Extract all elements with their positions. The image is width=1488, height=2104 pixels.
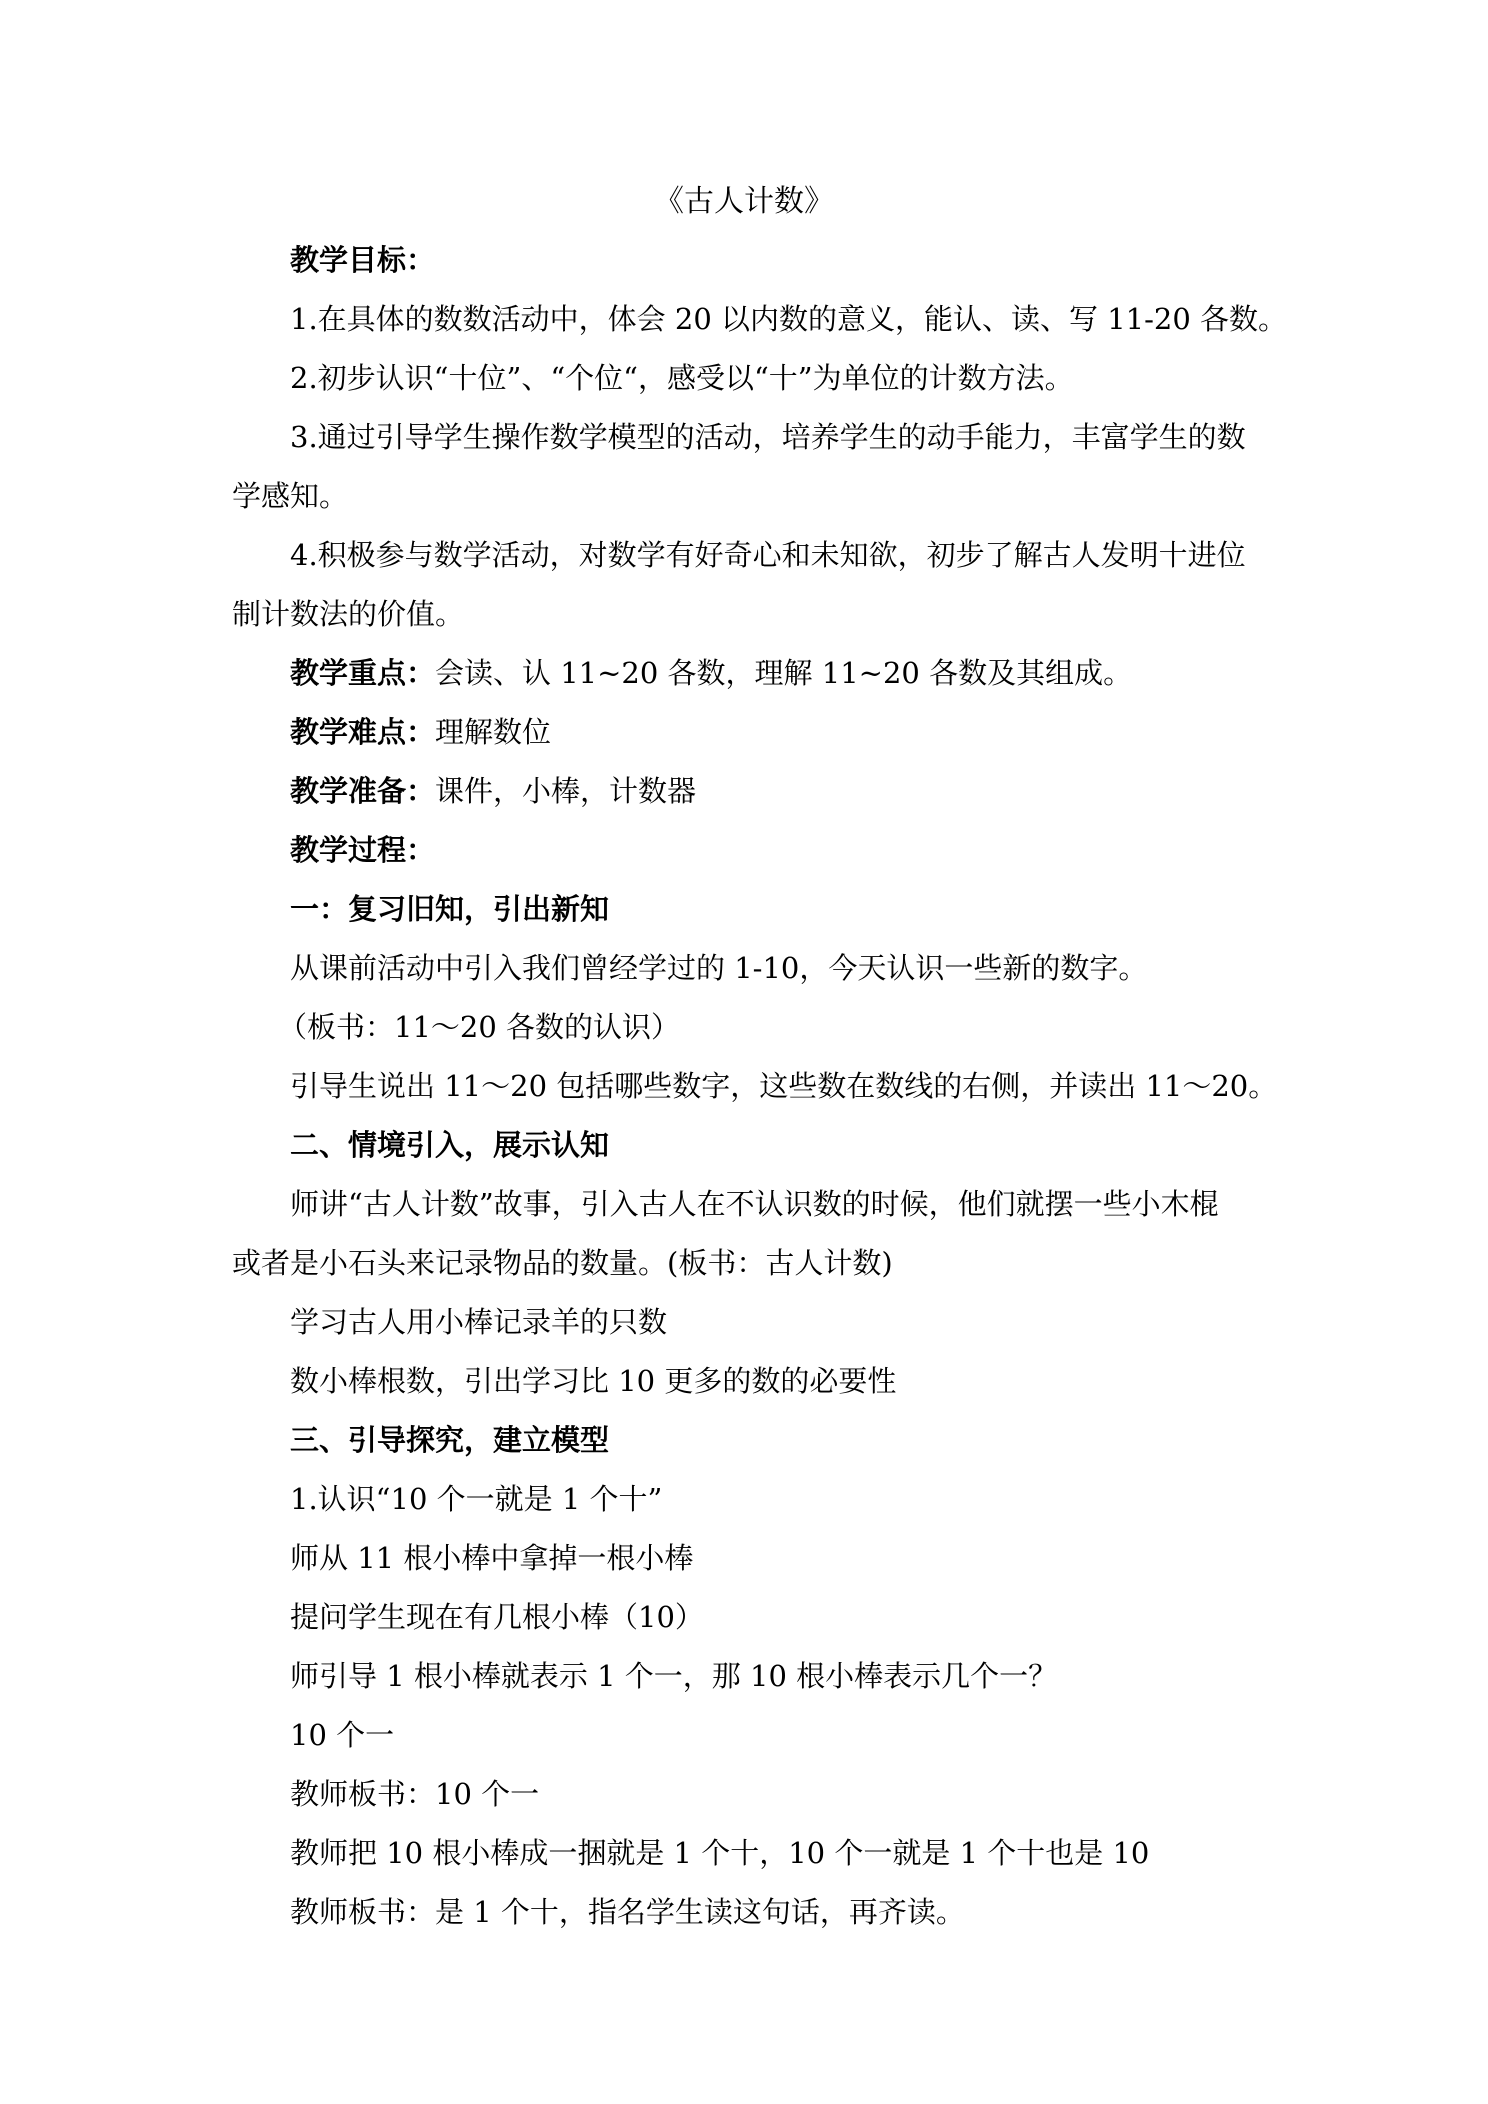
preparation-row [290, 767, 696, 815]
document-title: 《古人计数》 [654, 184, 834, 219]
process-heading: 教学过程： [290, 833, 436, 867]
difficulty-text: 理解数位 [435, 715, 552, 749]
key-point-row [290, 649, 1132, 697]
section-2-paragraph-1-line-1: 师讲“古人计数”故事，引入古人在不认识数的时候，他们就摆一些小木棍 [290, 1187, 1219, 1221]
section-2-heading: 二、情境引入，展示认知 [290, 1128, 610, 1162]
section-1-paragraph-1: 从课前活动中引入我们曾经学过的 1-10，今天认识一些新的数字。 [290, 951, 1148, 985]
section-3-paragraph-7: 教师把 10 根小棒成一捆就是 1 个十，10 个一就是 1 个十也是 10 [290, 1836, 1150, 1870]
section-3-paragraph-6: 教师板书：10 个一 [290, 1777, 540, 1811]
section-2-paragraph-1-line-2: 或者是小石头来记录物品的数量。(板书：古人计数) [232, 1246, 893, 1280]
key-point-text: 会读、认 11~20 各数，理解 11~20 各数及其组成。 [435, 656, 1133, 690]
section-1-paragraph-3: 引导生说出 11～20 包括哪些数字，这些数在数线的右侧，并读出 11～20。 [290, 1069, 1278, 1103]
section-3-heading: 三、引导探究，建立模型 [290, 1423, 610, 1457]
objectives-heading: 教学目标： [290, 243, 436, 277]
key-point-label: 教学重点： [290, 656, 436, 690]
objective-3-line-2: 学感知。 [232, 479, 349, 513]
section-3-paragraph-2: 师从 11 根小棒中拿掉一根小棒 [290, 1541, 694, 1575]
section-3-paragraph-5: 10 个一 [290, 1718, 395, 1752]
section-3-paragraph-4: 师引导 1 根小棒就表示 1 个一，那 10 根小棒表示几个一？ [290, 1659, 1058, 1693]
objective-4-line-2: 制计数法的价值。 [232, 597, 465, 631]
difficulty-label: 教学难点： [290, 715, 436, 749]
objective-4-line-1: 4.积极参与数学活动，对数学有好奇心和未知欲，初步了解古人发明十进位 [290, 538, 1246, 572]
section-3-paragraph-8: 教师板书：是 1 个十，指名学生读这句话，再齐读。 [290, 1895, 965, 1929]
section-2-paragraph-2: 学习古人用小棒记录羊的只数 [290, 1305, 668, 1339]
difficulty-row [290, 708, 551, 756]
section-3-paragraph-3: 提问学生现在有几根小棒（10） [290, 1600, 704, 1634]
section-1-paragraph-2: （板书：11～20 各数的认识） [278, 1010, 681, 1044]
objective-2: 2.初步认识“十位”、“个位“，感受以“十”为单位的计数方法。 [290, 361, 1074, 395]
objective-3-line-1: 3.通过引导学生操作数学模型的活动，培养学生的动手能力，丰富学生的数 [290, 420, 1246, 454]
preparation-text: 课件，小棒，计数器 [435, 774, 697, 808]
preparation-label: 教学准备： [290, 774, 436, 808]
section-1-heading: 一：复习旧知，引出新知 [290, 892, 610, 926]
objective-1: 1.在具体的数数活动中，体会 20 以内数的意义，能认、读、写 11-20 各数。 [290, 302, 1288, 336]
section-2-paragraph-3: 数小棒根数，引出学习比 10 更多的数的必要性 [290, 1364, 897, 1398]
section-3-paragraph-1: 1.认识“10 个一就是 1 个十” [290, 1482, 663, 1516]
